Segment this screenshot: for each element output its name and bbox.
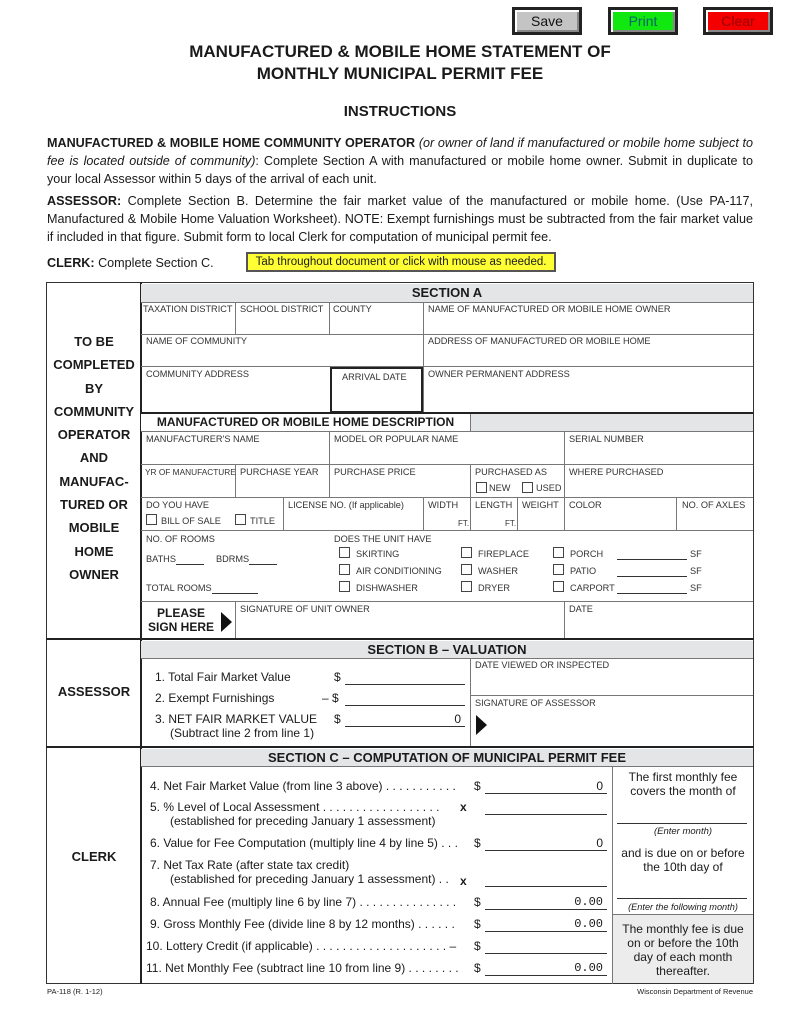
skirting-label: SKIRTING: [356, 549, 400, 559]
line11-label: 11. Net Monthly Fee (subtract line 10 from line 9) . . . . . . . .: [146, 961, 459, 975]
model-field[interactable]: MODEL OR POPULAR NAME: [334, 434, 459, 444]
fireplace-checkbox[interactable]: [461, 547, 472, 558]
bdrms-label: BDRMS: [216, 554, 250, 564]
owner-date-field[interactable]: DATE: [569, 604, 593, 614]
carport-sf-input[interactable]: [617, 582, 687, 594]
gross-monthly-fee-value: 0.00: [485, 917, 607, 932]
rooms-label: NO. OF ROOMS: [146, 534, 215, 544]
description-header: MANUFACTURED OR MOBILE HOME DESCRIPTION: [141, 414, 470, 431]
patio-label: PATIO: [570, 566, 597, 576]
local-assessment-level-input[interactable]: [485, 800, 607, 815]
skirting-checkbox[interactable]: [339, 547, 350, 558]
side-text: HOME: [74, 543, 114, 559]
assessor-instructions: [47, 192, 753, 246]
community-name-field[interactable]: NAME OF COMMUNITY: [146, 336, 248, 346]
following-month-input[interactable]: [617, 887, 747, 899]
owner-permanent-address-field[interactable]: OWNER PERMANENT ADDRESS: [428, 369, 570, 379]
sign-arrow-icon: [221, 612, 232, 632]
print-button[interactable]: Print: [608, 7, 678, 35]
assessor-sign-arrow-icon: [476, 715, 487, 735]
axles-field[interactable]: NO. OF AXLES: [682, 500, 746, 510]
yr-manufacture-field[interactable]: YR OF MANUFACTURE: [145, 467, 236, 477]
purchase-price-field[interactable]: PURCHASE PRICE: [334, 467, 416, 477]
line1-label: 1. Total Fair Market Value: [155, 670, 291, 684]
carport-label: CARPORT: [570, 583, 615, 593]
enter-month-hint: (Enter month): [653, 826, 713, 837]
form-title-line2: MONTHLY MUNICIPAL PERMIT FEE: [256, 64, 544, 83]
line9-op: $: [474, 917, 481, 931]
used-checkbox[interactable]: [522, 482, 533, 493]
side-text: BY: [84, 380, 104, 396]
side-text: TO BE: [74, 334, 114, 349]
form-id: PA-118 (R. 1-12): [47, 987, 103, 996]
section-a-side-label: [47, 330, 141, 586]
total-rooms-input[interactable]: [212, 582, 258, 594]
operator-note: (or owner of land if manufactured or mobile home subject to fee is located outside of community): [47, 136, 753, 168]
side-text: COMPLETED: [53, 357, 135, 373]
line2-dollar: – $: [322, 691, 339, 705]
width-ft-unit: FT.: [458, 519, 470, 528]
side-text: MANUFAC-: [59, 473, 129, 489]
unit-have-label: DOES THE UNIT HAVE: [334, 534, 432, 544]
porch-sf-unit: SF: [690, 549, 702, 559]
line7-sub: (established for preceding January 1 assessment) . .: [170, 872, 449, 886]
side-text: OWNER: [69, 566, 119, 582]
line10-op: $: [474, 939, 481, 953]
save-button[interactable]: Save: [512, 7, 582, 35]
bill-of-sale-label: BILL OF SALE: [161, 516, 221, 526]
fireplace-label: FIREPLACE: [478, 549, 530, 559]
line7-label: 7. Net Tax Rate (after state tax credit): [150, 858, 350, 872]
line6-value: 0: [485, 836, 607, 851]
please-sign-here: [146, 606, 216, 634]
school-district-field[interactable]: SCHOOL DISTRICT: [240, 304, 324, 314]
community-address-field[interactable]: COMMUNITY ADDRESS: [146, 369, 249, 379]
monthly-fee-note: The monthly fee is due on or before the 10th day of each month thereafter.: [622, 922, 744, 978]
washer-checkbox[interactable]: [461, 564, 472, 575]
assessor-signature-field[interactable]: SIGNATURE OF ASSESSOR: [475, 698, 596, 708]
total-fair-market-value-input[interactable]: [345, 670, 465, 685]
line8-op: $: [474, 895, 481, 909]
dryer-label: DRYER: [478, 583, 510, 593]
line8-label: 8. Annual Fee (multiply line 6 by line 7) . . . . . . . . . . . . . . .: [150, 895, 457, 909]
line5-op: x: [460, 800, 467, 814]
line3-dollar: $: [334, 712, 341, 726]
arrival-date-field[interactable]: [330, 367, 423, 413]
line6-label: 6. Value for Fee Computation (multiply line 4 by line 5) . . .: [150, 836, 458, 850]
operator-instructions: [47, 134, 753, 188]
enter-following-month-hint: (Enter the following month): [628, 902, 738, 912]
length-field[interactable]: LENGTH: [475, 500, 513, 510]
line6-op: $: [474, 836, 481, 850]
form-title-line1: MANUFACTURED & MOBILE HOME STATEMENT OF: [189, 42, 611, 61]
first-fee-note: The first monthly fee covers the month of: [628, 770, 738, 798]
color-field[interactable]: COLOR: [569, 500, 602, 510]
line3-sub: (Subtract line 2 from line 1): [170, 726, 315, 740]
new-checkbox[interactable]: [476, 482, 487, 493]
assessor-side-label: ASSESSOR: [57, 684, 131, 699]
manufacturer-field[interactable]: MANUFACTURER'S NAME: [146, 434, 260, 444]
line1-dollar: $: [334, 670, 341, 684]
washer-label: WASHER: [478, 566, 518, 576]
side-text: AND: [79, 450, 109, 466]
navigation-tip: Tab throughout document or click with mouse as needed.: [246, 252, 556, 272]
line4-label: 4. Net Fair Market Value (from line 3 above) . . . . . . . . . . .: [150, 779, 456, 793]
exempt-furnishings-input[interactable]: [345, 691, 465, 706]
dishwasher-checkbox[interactable]: [339, 581, 350, 592]
home-address-field[interactable]: ADDRESS OF MANUFACTURED OR MOBILE HOME: [428, 336, 651, 346]
owner-signature-field[interactable]: SIGNATURE OF UNIT OWNER: [240, 604, 370, 614]
title-checkbox[interactable]: [235, 514, 246, 525]
carport-checkbox[interactable]: [553, 581, 564, 592]
clerk-side-label: CLERK: [71, 849, 117, 864]
patio-sf-unit: SF: [690, 566, 702, 576]
line2-label: 2. Exempt Furnishings: [155, 691, 275, 705]
due-note: and is due on or before the 10th day of: [621, 846, 745, 874]
purchased-as-label: PURCHASED AS: [475, 467, 547, 477]
line10-label: 10. Lottery Credit (if applicable) . . . . . . . . . . . . . . . . . . . . –: [146, 939, 457, 953]
please-text: PLEASE: [156, 606, 205, 620]
net-fair-market-value-output: 0: [345, 712, 465, 727]
net-tax-rate-input[interactable]: [485, 872, 607, 887]
carport-sf-unit: SF: [690, 583, 702, 593]
sign-here-text: SIGN HERE: [147, 620, 214, 634]
dryer-checkbox[interactable]: [461, 581, 472, 592]
air-conditioning-checkbox[interactable]: [339, 564, 350, 575]
air-conditioning-label: AIR CONDITIONING: [356, 566, 442, 576]
length-ft-unit: FT.: [505, 519, 517, 528]
section-b-header: SECTION B – VALUATION: [141, 641, 753, 658]
line5-sub: (established for preceding January 1 assessment): [170, 814, 436, 828]
line5-label: 5. % Level of Local Assessment . . . . . . . . . . . . . . . . . .: [150, 800, 440, 814]
side-text: MOBILE: [68, 520, 120, 536]
assessor-label: ASSESSOR:: [47, 194, 122, 208]
where-purchased-field[interactable]: WHERE PURCHASED: [569, 467, 664, 477]
section-c-header: SECTION C – COMPUTATION OF MUNICIPAL PERMIT FEE: [141, 749, 753, 766]
bdrms-input[interactable]: [249, 553, 277, 565]
line3-label: 3. NET FAIR MARKET VALUE: [155, 712, 318, 726]
line11-op: $: [474, 961, 481, 975]
operator-text: : Complete Section A with manufactured or mobile home owner. Submit in duplicate to your local Assessor within 5 days of the arrival of each unit.: [47, 154, 753, 186]
clerk-text: Complete Section C.: [94, 256, 214, 270]
net-monthly-fee-value: 0.00: [485, 961, 607, 976]
porch-checkbox[interactable]: [553, 547, 564, 558]
annual-fee-value: 0.00: [485, 895, 607, 910]
title-label: TITLE: [250, 516, 276, 526]
patio-checkbox[interactable]: [553, 564, 564, 575]
used-label: USED: [536, 483, 562, 493]
owner-name-field[interactable]: NAME OF MANUFACTURED OR MOBILE HOME OWNER: [428, 304, 671, 314]
line4-value: 0: [485, 779, 607, 794]
arrival-date-label: ARRIVAL DATE: [342, 372, 407, 382]
description-header-fill: [471, 414, 753, 431]
agency-name: Wisconsin Department of Revenue: [637, 987, 753, 996]
purchase-year-field[interactable]: PURCHASE YEAR: [240, 467, 319, 477]
county-field[interactable]: COUNTY: [333, 304, 372, 314]
weight-field[interactable]: WEIGHT: [522, 500, 559, 510]
assessor-text: Complete Section B. Determine the fair market value of the manufactured or mobile home. (Use PA-117, Manufactured & Mobile Home Valuation Worksheet). NOTE: Exempt furnishings must be subtracted from the fair market value if included in that figure. Submit form to local Clerk for computation of municipal permit fee.: [47, 194, 753, 244]
baths-input[interactable]: [176, 553, 204, 565]
line7-op: x: [460, 874, 467, 888]
section-a-header: SECTION A: [141, 284, 753, 302]
bill-of-sale-checkbox[interactable]: [146, 514, 157, 525]
width-field[interactable]: WIDTH: [428, 500, 459, 510]
first-month-input[interactable]: [617, 812, 747, 824]
serial-number-field[interactable]: SERIAL NUMBER: [569, 434, 644, 444]
do-you-have-label: DO YOU HAVE: [146, 500, 209, 510]
patio-sf-input[interactable]: [617, 565, 687, 577]
taxation-district-field[interactable]: TAXATION DISTRICT: [143, 304, 233, 314]
side-text: OPERATOR: [57, 427, 131, 443]
dishwasher-label: DISHWASHER: [356, 583, 418, 593]
license-field[interactable]: LICENSE NO. (If applicable): [288, 500, 404, 510]
porch-sf-input[interactable]: [617, 548, 687, 560]
operator-label: MANUFACTURED & MOBILE HOME COMMUNITY OPERATOR: [47, 136, 416, 150]
clerk-label: CLERK:: [47, 256, 95, 270]
line4-op: $: [474, 779, 481, 793]
baths-label: BATHS: [146, 554, 176, 564]
lottery-credit-input[interactable]: [485, 939, 607, 954]
side-text: COMMUNITY: [53, 403, 135, 419]
side-text: TURED OR: [60, 497, 128, 513]
instructions-heading: INSTRUCTIONS: [343, 103, 457, 120]
porch-label: PORCH: [570, 549, 604, 559]
new-label: NEW: [489, 483, 511, 493]
total-rooms-label: TOTAL ROOMS: [146, 583, 212, 593]
clear-button[interactable]: Clear: [703, 7, 773, 35]
date-viewed-field[interactable]: DATE VIEWED OR INSPECTED: [475, 660, 610, 670]
line9-label: 9. Gross Monthly Fee (divide line 8 by 12 months) . . . . . .: [150, 917, 455, 931]
